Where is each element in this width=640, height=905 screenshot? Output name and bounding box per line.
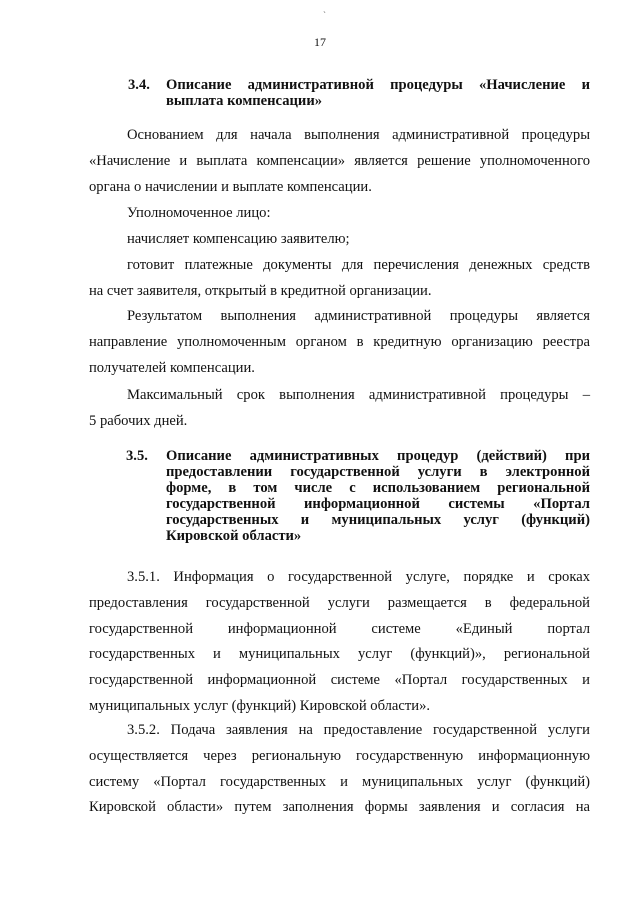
paragraph-3-5-1 — [89, 565, 590, 720]
section-3-4-heading — [128, 77, 590, 111]
title-line: форме, в том числе с использованием региональной — [166, 480, 590, 496]
section-3-4-number: 3.4. — [128, 77, 150, 93]
title-line: Описание административных процедур (действий) при — [166, 448, 590, 464]
text-line: систему «Портал государственных и муниципальных услуг (функций) — [89, 773, 590, 790]
section-3-5-heading — [126, 448, 590, 546]
paragraph-accrues — [89, 227, 590, 253]
text-line: 3.5.2. Подача заявления на предоставление государственной услуги — [127, 722, 590, 738]
title-line: государственных и муниципальных услуг (функций) — [166, 512, 590, 528]
text-line: начисляет компенсацию заявителю; — [127, 231, 350, 247]
text-line: государственных и муниципальных услуг (функций)», региональной — [89, 646, 590, 663]
paragraph-authorized-person — [89, 201, 590, 227]
text-line: органа о начислении и выплате компенсации. — [89, 178, 372, 195]
paragraph-deadline — [89, 383, 590, 435]
text-line: «Начисление и выплата компенсации» является решение уполномоченного — [89, 152, 590, 169]
text-line: предоставления государственной услуги размещается в федеральной — [89, 594, 590, 611]
paragraph-basis — [89, 123, 590, 200]
paragraph-result — [89, 304, 590, 381]
title-line: предоставлении государственной услуги в электронной — [166, 464, 590, 480]
text-line: государственной информационной системе «Портал государственных и — [89, 672, 590, 689]
paragraph-3-5-2 — [89, 718, 590, 821]
text-line: на счет заявителя, открытый в кредитной организации. — [89, 282, 432, 299]
text-line: Уполномоченное лицо: — [127, 205, 271, 221]
text-line: 3.5.1. Информация о государственной услуге, порядке и сроках — [127, 569, 590, 585]
text-line: Основанием для начала выполнения административной процедуры — [127, 127, 590, 143]
text-line: осуществляется через региональную государственную информационную — [89, 747, 590, 764]
text-line: готовит платежные документы для перечисления денежных средств — [127, 257, 590, 273]
title-line: выплата компенсации» — [166, 93, 323, 109]
text-line: направление уполномоченным органом в кредитную организацию реестра — [89, 333, 590, 350]
title-line: Описание административной процедуры «Начисление и — [166, 77, 590, 93]
scan-speck: ˋ — [323, 10, 326, 20]
section-3-5-title — [166, 448, 590, 544]
title-line: государственной информационной системы «Портал — [166, 496, 590, 512]
title-line: Кировской области» — [166, 528, 302, 544]
text-line: Кировской области» путем заполнения формы заявления и согласия на — [89, 799, 590, 816]
text-line: получателей компенсации. — [89, 359, 255, 376]
page-number: 17 — [314, 35, 326, 49]
paragraph-prepares — [89, 253, 590, 305]
text-line: 5 рабочих дней. — [89, 412, 188, 429]
text-line: государственной информационной системе «Единый портал — [89, 620, 590, 637]
text-line: муниципальных услуг (функций) Кировской области». — [89, 697, 431, 714]
text-line: Максимальный срок выполнения административной процедуры – — [127, 387, 590, 403]
section-3-5-number: 3.5. — [126, 448, 148, 464]
section-3-4-title — [166, 77, 590, 109]
text-line: Результатом выполнения административной процедуры является — [127, 308, 590, 324]
